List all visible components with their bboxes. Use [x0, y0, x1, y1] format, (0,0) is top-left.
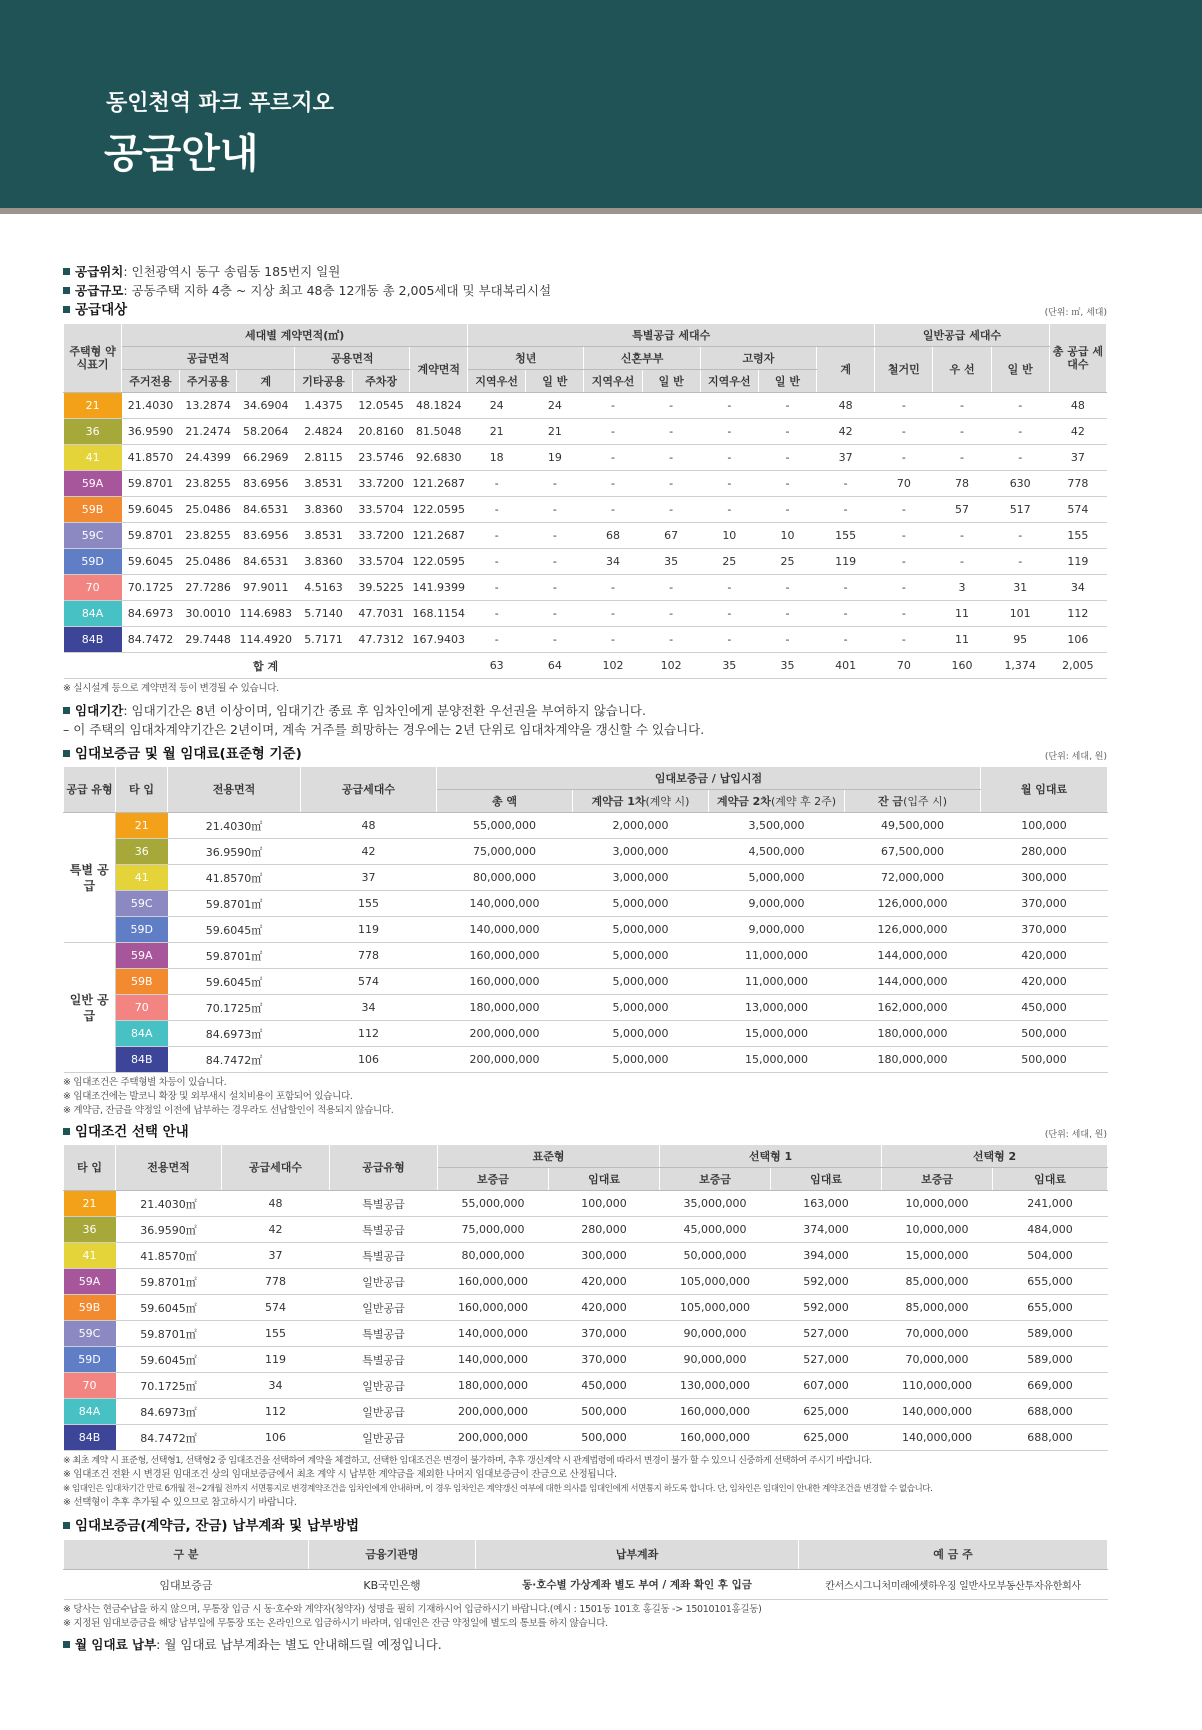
type-badge: 21	[64, 1191, 116, 1217]
type-badge: 59A	[64, 1269, 116, 1295]
type-badge: 59A	[64, 471, 122, 497]
payment-title: 임대보증금(계약금, 잔금) 납부계좌 및 납부방법	[63, 1516, 1107, 1536]
supply-row: 36 36.9590 21.2474 58.2064 2.4824 20.8160 81.5048 21 21 - - - - 42 - - - 42	[64, 419, 1107, 445]
content	[63, 262, 1107, 1654]
supply-row: 84A 84.6973 30.0010 114.6983 5.7140 47.7031 168.1154 - - - - - - - - 11 101 112	[64, 601, 1107, 627]
option-notes: ※ 최초 계약 시 표준형, 선택형1, 선택형2 중 임대조건을 선택하여 계약을 체결하고, 선택한 임대조건은 변경이 불가하며, 추후 갱신계약 시 관계법령에 따라서 변경이 불가 할 수 있으니 신중하게 선택하여 주시기 바랍니다. ※ 임대조건 전환 시 변경된 임대조건 상의 임대보증금에서 최초 계약 시 납부한 계약금을 제외한 나머지 임대보증금이 잔금으로 산정됩니다. ※ 임대인은 임대차기간 만료 6개월 전~2개월 전까지 서면통지로 변경계약조건을 임차인에게 안내하며, 이 경우 임차인은 계약갱신 여부에 대한 의사를 임대인에게 서면통지 하도록 합니다. 단, 임차인은 임대인이 안내한 계약조건을 변경할 수 없습니다. ※ 선택형이 추후 추가될 수 있으므로 참고하시기 바랍니다.	[63, 1456, 933, 1508]
option-row: 59A 59.8701㎡ 778 일반공급 160,000,000 420,000 105,000,000 592,000 85,000,000 655,000	[64, 1269, 1108, 1295]
option-row: 41 41.8570㎡ 37 특별공급 80,000,000 300,000 50,000,000 394,000 15,000,000 504,000	[64, 1243, 1108, 1269]
option-row: 59D 59.6045㎡ 119 특별공급 140,000,000 370,000 90,000,000 527,000 70,000,000 589,000	[64, 1347, 1108, 1373]
type-badge: 41	[64, 1243, 116, 1269]
supply-table: 주택형 약식표기 세대별 계약면적(㎡) 특별공급 세대수 일반공급 세대수 총 공급 세대수 공급면적 공용면적 계약면적 청년 신혼부부 고령자 계 철거민 우 선 일 반 주거전용 주거공용 계 기타공용 주차장 지역우선 일 반 지역우선 일 반 지역우선 일 반 21 21.4030 13.2874 34.6904 1.4375 12.0545 48.1824 24 24 - - - - 48 - - - 48 36 36.9590 21.2474 58.2064 2.4824 20.8160 81.5048 21 21 - - - - 42 - - - 42 41 41.8570 24.4399 66.2969 2.8115 23.5746 92.6830 18 19 - - - - 37 - - - 37 59A 59.8701 23.8255 83.6956 3.8531 33.7200 121.2687 - - - - - - - 70 78 630 778 59B 59.6045 25.0486 84.6531 3.8360 33.5704 122.0595 - - - - - - - - 57 517 574 59C 59.8701 23.8255 83.6956 3.8531 33.7200 121.2687 - - 68 67 10 10 155 - - - 155 59D 59.6045 25.0486 84.6531 3.8360 33.5704 122.0595 - - 34 35 25 25 119 - - - 119 70 70.1725 27.7286 97.9011 4.5163 39.5225 141.9399 - - - - - - - - 3 31 34 84A 84.6973 30.0010 114.6983 5.7140 47.7031 168.1154 - - - - - - - - 11 101 112 84B 84.7472 29.7448 114.4920 5.7171 47.7312 167.9403 - - - - - - - - 11 95 106 합 계 63 64 102 102 35 35 401 70 160 1,374 2,005	[63, 323, 1107, 679]
payment-row: 임대보증금 KB국민은행 동·호수별 가상계좌 별도 부여 / 계좌 확인 후 입금 칸서스시그니처미래에셋하우징 일반사모부동산투자유한회사	[64, 1570, 1108, 1600]
rent-payment: 월 임대료 납부: 월 임대료 납부계좌는 별도 안내해드릴 예정입니다.	[63, 1635, 1107, 1654]
type-badge: 84A	[116, 1021, 168, 1047]
deposit-row: 36 36.9590㎡ 42 75,000,000 3,000,000 4,500,000 67,500,000 280,000	[64, 839, 1108, 865]
total-label: 합 계	[64, 653, 468, 679]
type-badge: 59B	[64, 497, 122, 523]
bullet-icon	[63, 1522, 70, 1529]
deposit-row: 70 70.1725㎡ 34 180,000,000 5,000,000 13,000,000 162,000,000 450,000	[64, 995, 1108, 1021]
option-title: 임대조건 선택 안내 (단위: 세대, 원)	[63, 1122, 1107, 1142]
supply-row: 59A 59.8701 23.8255 83.6956 3.8531 33.7200 121.2687 - - - - - - - 70 78 630 778	[64, 471, 1107, 497]
bullet-icon	[63, 750, 70, 757]
option-row: 84B 84.7472㎡ 106 일반공급 200,000,000 500,000 160,000,000 625,000 140,000,000 688,000	[64, 1425, 1108, 1451]
type-badge: 59C	[64, 523, 122, 549]
type-badge: 84B	[64, 627, 122, 653]
deposit-row: 59D 59.6045㎡ 119 140,000,000 5,000,000 9,000,000 126,000,000 370,000	[64, 917, 1108, 943]
option-row: 59B 59.6045㎡ 574 일반공급 160,000,000 420,000 105,000,000 592,000 85,000,000 655,000	[64, 1295, 1108, 1321]
page-subtitle: 동인천역 파크 푸르지오	[106, 91, 334, 116]
type-badge: 59B	[64, 1295, 116, 1321]
supply-row: 70 70.1725 27.7286 97.9011 4.5163 39.5225 141.9399 - - - - - - - - 3 31 34	[64, 575, 1107, 601]
type-badge: 21	[116, 813, 168, 839]
type-badge: 59C	[116, 891, 168, 917]
payment-table: 구 분 금융기관명 납부계좌 예 금 주 임대보증금 KB국민은행 동·호수별 가상계좌 별도 부여 / 계좌 확인 후 입금 칸서스시그니처미래에셋하우징 일반사모부동산투자유한회사	[63, 1539, 1108, 1600]
option-row: 59C 59.8701㎡ 155 특별공급 140,000,000 370,000 90,000,000 527,000 70,000,000 589,000	[64, 1321, 1108, 1347]
type-badge: 59B	[116, 969, 168, 995]
bullet-icon	[63, 306, 70, 313]
bullet-icon	[63, 287, 70, 294]
payment-notes: ※ 당사는 현금수납을 하지 않으며, 무통장 입금 시 동·호수와 계약자(청약자) 성명을 필히 기재하시어 입금하시기 바랍니다.(예시 : 1501동 101호 홍길동 -> 15010101홍길동) ※ 지정된 임대보증금을 해당 납부일에 무통장 또는 온라인으로 입금하시기 바라며, 임대인은 잔금 약정일에 별도의 통보를 하지 않습니다.	[63, 1604, 762, 1629]
type-badge: 41	[116, 865, 168, 891]
type-badge: 36	[116, 839, 168, 865]
type-badge: 41	[64, 445, 122, 471]
option-row: 84A 84.6973㎡ 112 일반공급 200,000,000 500,000 160,000,000 625,000 140,000,000 688,000	[64, 1399, 1108, 1425]
bullet-icon	[63, 1641, 70, 1648]
group-general: 일반 공급	[64, 943, 116, 1073]
supply-row: 84B 84.7472 29.7448 114.4920 5.7171 47.7312 167.9403 - - - - - - - - 11 95 106	[64, 627, 1107, 653]
type-badge: 70	[64, 1373, 116, 1399]
type-badge: 59D	[64, 1347, 116, 1373]
lease-renewal: – 이 주택의 임대차계약기간은 2년이며, 계속 거주를 희망하는 경우에는 2년 단위로 임대차계약을 갱신할 수 있습니다.	[63, 722, 705, 737]
page-title: 공급안내	[104, 131, 259, 177]
deposit-row: 일반 공급 59A 59.8701㎡ 778 160,000,000 5,000,000 11,000,000 144,000,000 420,000	[64, 943, 1108, 969]
supply-row: 59D 59.6045 25.0486 84.6531 3.8360 33.5704 122.0595 - - 34 35 25 25 119 - - - 119	[64, 549, 1107, 575]
option-row: 36 36.9590㎡ 42 특별공급 75,000,000 280,000 45,000,000 374,000 10,000,000 484,000	[64, 1217, 1108, 1243]
bullet-icon	[63, 707, 70, 714]
type-badge: 59A	[116, 943, 168, 969]
bullet-icon	[63, 268, 70, 275]
type-badge: 36	[64, 1217, 116, 1243]
type-badge: 84B	[116, 1047, 168, 1073]
lease-period: 임대기간: 임대기간은 8년 이상이며, 임대기간 종료 후 임차인에게 분양전환 우선권을 부여하지 않습니다.	[63, 701, 1107, 720]
supply-location: 공급위치: 인천광역시 동구 송림동 185번지 일원	[63, 262, 1107, 281]
supply-note: ※ 실시설계 등으로 계약면적 등이 변경될 수 있습니다.	[63, 683, 279, 694]
type-badge: 84A	[64, 601, 122, 627]
deposit-row: 특별 공급 21 21.4030㎡ 48 55,000,000 2,000,000 3,500,000 49,500,000 100,000	[64, 813, 1108, 839]
deposit-notes: ※ 임대조건은 주택형별 차등이 있습니다. ※ 임대조건에는 발코니 확장 및 외부새시 설치비용이 포함되어 있습니다. ※ 계약금, 잔금을 약정일 이전에 납부하는 경우라도 선납할인이 적용되지 않습니다.	[63, 1077, 394, 1116]
supply-row: 59B 59.6045 25.0486 84.6531 3.8360 33.5704 122.0595 - - - - - - - - 57 517 574	[64, 497, 1107, 523]
supply-row: 21 21.4030 13.2874 34.6904 1.4375 12.0545 48.1824 24 24 - - - - 48 - - - 48	[64, 393, 1107, 419]
supply-target-title: 공급대상 (단위: ㎡, 세대)	[63, 300, 1107, 320]
deposit-table: 공급 유형 타 입 전용면적 공급세대수 임대보증금 / 납입시점 월 임대료 총 액 계약금 1차(계약 시) 계약금 2차(계약 후 2주) 잔 금(입주 시) 특별 공급 21 21.4030㎡ 48 55,000,000 2,000,000 3,500,000 49,500,000 100,000 36 36.9590㎡ 42 75,000,000 3,000,000 4,500,000 67,500,000 280,000 41 41.8570㎡ 37 80,000,000 3,000,000 5,000,000 72,000,000 300,000 59C 59.8701㎡ 155 140,000,000 5,000,000 9,000,000 126,000,000 370,000 59D 59.6045㎡ 119 140,000,000 5,000,000 9,000,000 126,000,000 370,000 일반 공급 59A 59.8701㎡ 778 160,000,000 5,000,000 11,000,000 144,000,000 420,000 59B 59.6045㎡ 574 160,000,000 5,000,000 11,000,000 144,000,000 420,000 70 70.1725㎡ 34 180,000,000 5,000,000 13,000,000 162,000,000 450,000 84A 84.6973㎡ 112 200,000,000 5,000,000 15,000,000 180,000,000 500,000 84B 84.7472㎡ 106 200,000,000 5,000,000 15,000,000 180,000,000 500,000	[63, 766, 1108, 1073]
supply-scale: 공급규모: 공동주택 지하 4층 ~ 지상 최고 48층 12개동 총 2,005세대 및 부대복리시설	[63, 281, 1107, 300]
deposit-title: 임대보증금 및 월 임대료(표준형 기준) (단위: 세대, 원)	[63, 744, 1107, 764]
bullet-icon	[63, 1128, 70, 1135]
type-badge: 59D	[116, 917, 168, 943]
type-badge: 36	[64, 419, 122, 445]
deposit-row: 84A 84.6973㎡ 112 200,000,000 5,000,000 15,000,000 180,000,000 500,000	[64, 1021, 1108, 1047]
deposit-row: 59C 59.8701㎡ 155 140,000,000 5,000,000 9,000,000 126,000,000 370,000	[64, 891, 1108, 917]
type-badge: 84A	[64, 1399, 116, 1425]
deposit-row: 41 41.8570㎡ 37 80,000,000 3,000,000 5,000,000 72,000,000 300,000	[64, 865, 1108, 891]
supply-row: 41 41.8570 24.4399 66.2969 2.8115 23.5746 92.6830 18 19 - - - - 37 - - - 37	[64, 445, 1107, 471]
header-banner	[0, 0, 1202, 214]
type-badge: 70	[116, 995, 168, 1021]
header-divider	[0, 208, 1202, 214]
option-row: 21 21.4030㎡ 48 특별공급 55,000,000 100,000 35,000,000 163,000 10,000,000 241,000	[64, 1191, 1108, 1217]
supply-total-row: 합 계 63 64 102 102 35 35 401 70 160 1,374 2,005	[64, 653, 1107, 679]
supply-row: 59C 59.8701 23.8255 83.6956 3.8531 33.7200 121.2687 - - 68 67 10 10 155 - - - 155	[64, 523, 1107, 549]
option-row: 70 70.1725㎡ 34 일반공급 180,000,000 450,000 130,000,000 607,000 110,000,000 669,000	[64, 1373, 1108, 1399]
option-table: 타 입 전용면적 공급세대수 공급유형 표준형 선택형 1 선택형 2 보증금 임대료 보증금 임대료 보증금 임대료 21 21.4030㎡ 48 특별공급 55,000,000 100,000 35,000,000 163,000 10,000,000 241,000 36 36.9590㎡ 42 특별공급 75,000,000 280,000 45,000,000 374,000 10,000,000 484,000 41 41.8570㎡ 37 특별공급 80,000,000 300,000 50,000,000 394,000 15,000,000 504,000 59A 59.8701㎡ 778 일반공급 160,000,000 420,000 105,000,000 592,000 85,000,000 655,000 59B 59.6045㎡ 574 일반공급 160,000,000 420,000 105,000,000 592,000 85,000,000 655,000 59C 59.8701㎡ 155 특별공급 140,000,000 370,000 90,000,000 527,000 70,000,000 589,000 59D 59.6045㎡ 119 특별공급 140,000,000 370,000 90,000,000 527,000 70,000,000 589,000 70 70.1725㎡ 34 일반공급 180,000,000 450,000 130,000,000 607,000 110,000,000 669,000 84A 84.6973㎡ 112 일반공급 200,000,000 500,000 160,000,000 625,000 140,000,000 688,000 84B 84.7472㎡ 106 일반공급 200,000,000 500,000 160,000,000 625,000 140,000,000 688,000	[63, 1144, 1108, 1451]
type-badge: 59D	[64, 549, 122, 575]
deposit-row: 84B 84.7472㎡ 106 200,000,000 5,000,000 15,000,000 180,000,000 500,000	[64, 1047, 1108, 1073]
group-special: 특별 공급	[64, 813, 116, 943]
type-badge: 84B	[64, 1425, 116, 1451]
type-badge: 59C	[64, 1321, 116, 1347]
type-badge: 70	[64, 575, 122, 601]
deposit-row: 59B 59.6045㎡ 574 160,000,000 5,000,000 11,000,000 144,000,000 420,000	[64, 969, 1108, 995]
type-badge: 21	[64, 393, 122, 419]
